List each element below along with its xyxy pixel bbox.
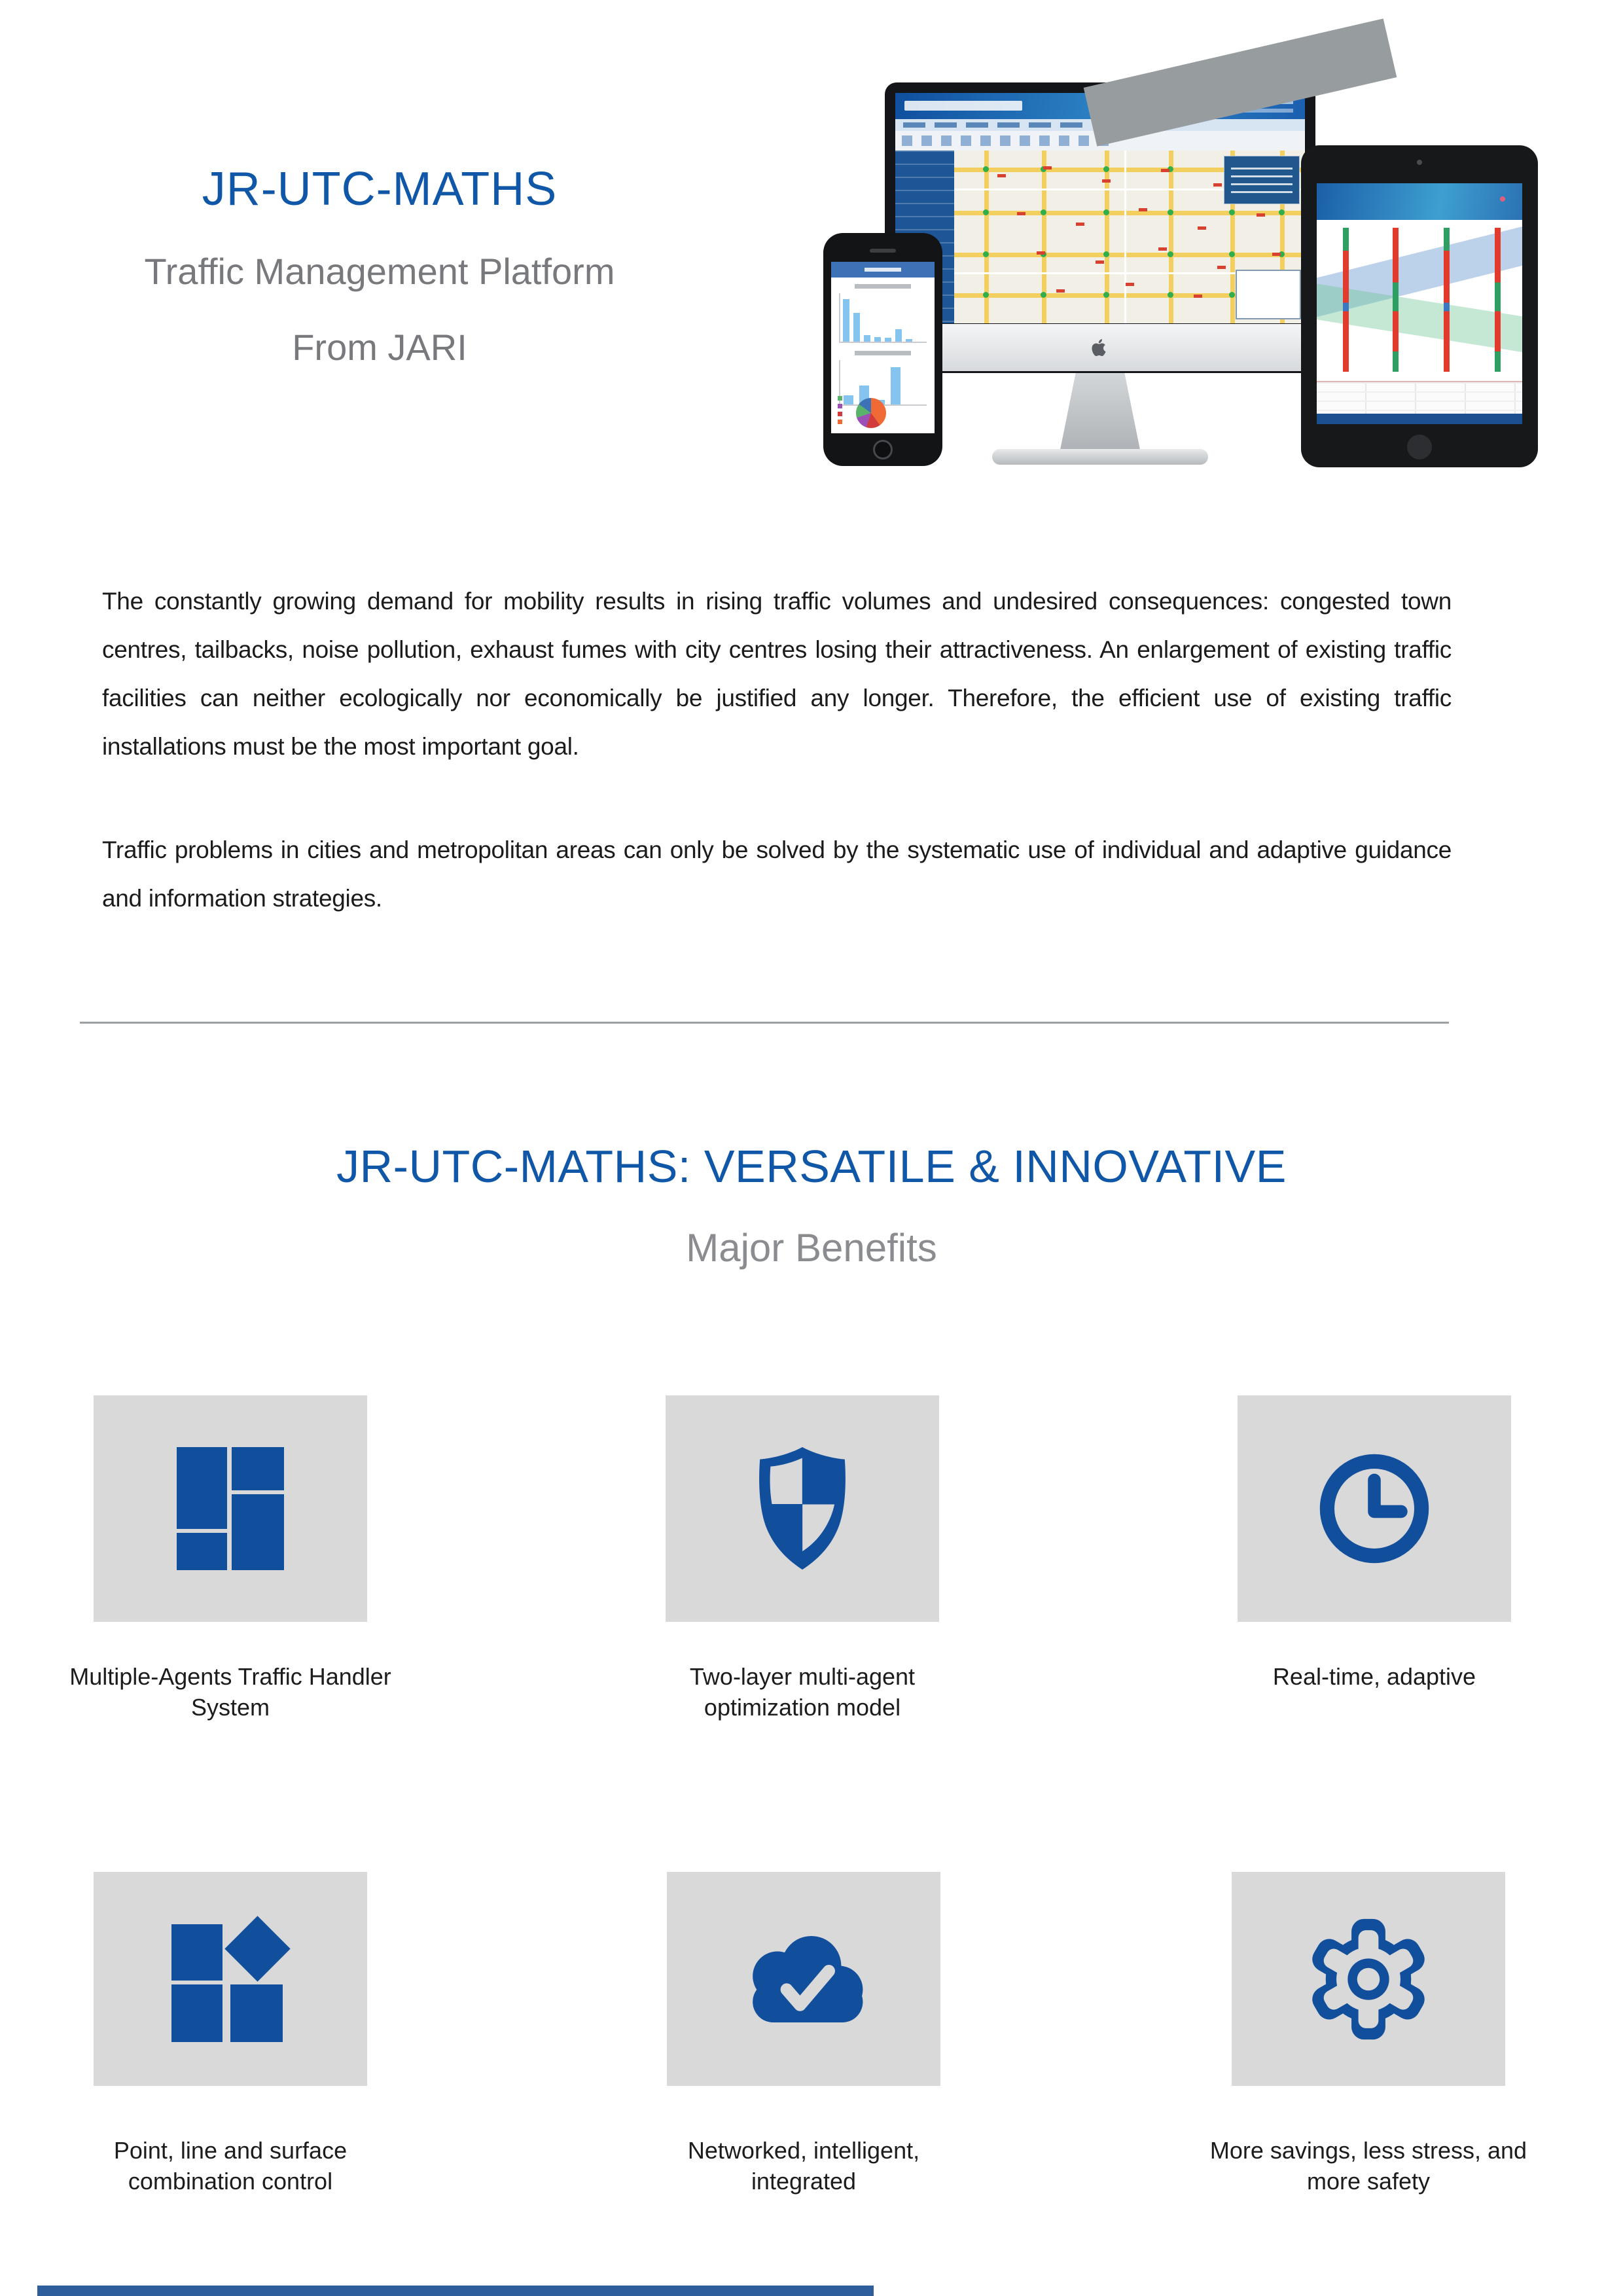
- imac-chin: [887, 324, 1313, 371]
- mini-map: [1236, 270, 1301, 319]
- benefit-card: [1238, 1395, 1511, 1622]
- shield-check-icon: [749, 1444, 855, 1573]
- tablet-app-header: [1317, 183, 1522, 220]
- benefit-label: More savings, less stress, and more safety: [1209, 2137, 1527, 2195]
- section-heading: JR-UTC-MATHS: VERSATILE & INNOVATIVE: [336, 1141, 1287, 1192]
- signal-timeline: [1343, 228, 1349, 372]
- bar-chart: [839, 360, 927, 406]
- phone-app-header: [831, 262, 935, 278]
- imac-stand-base: [992, 449, 1208, 465]
- benefit-card: [667, 1872, 940, 2086]
- benefit-card: [666, 1395, 939, 1622]
- pie-chart: [856, 398, 886, 428]
- road-label-marks: [997, 174, 1006, 177]
- benefit-card: [94, 1395, 367, 1622]
- section-subheading: Major Benefits: [686, 1226, 937, 1270]
- cloud-check-icon: [729, 1928, 878, 2031]
- layout-grid-icon: [177, 1447, 284, 1570]
- signal-status-dots: [983, 166, 989, 172]
- stats-screen: [831, 262, 935, 433]
- shapes-icon: [171, 1915, 289, 2043]
- map-body: [895, 151, 1305, 323]
- benefit-label: Multiple-Agents Traffic Handler System: [69, 1663, 391, 1721]
- benefit-card: [94, 1872, 367, 2086]
- footer-accent-bar: [37, 2286, 874, 2296]
- map-legend: [1224, 156, 1300, 204]
- signal-timeline: [1393, 228, 1399, 372]
- benefit-card: [1232, 1872, 1505, 2086]
- page-title: JR-UTC-MATHS: [202, 163, 558, 215]
- gear-icon: [1306, 1914, 1431, 2045]
- chart-title-placeholder: [855, 284, 911, 289]
- section-divider: [80, 1022, 1449, 1024]
- benefit-label: Real-time, adaptive: [1272, 1663, 1476, 1690]
- page-subtitle: Traffic Management Platform: [144, 251, 615, 292]
- timing-table: [1317, 381, 1522, 414]
- tablet-mockup: [1301, 145, 1538, 467]
- benefit-label: Two-layer multi-agent optimization model: [689, 1663, 916, 1721]
- apple-logo-icon: [1092, 338, 1109, 357]
- pie-legend: [838, 420, 842, 424]
- tablet-footer-bar: [1317, 414, 1522, 424]
- city-road-map: [954, 151, 1305, 323]
- signal-timeline: [1444, 228, 1450, 372]
- intro-paragraph-1: The constantly growing demand for mobility results in rising traffic volumes and undesired consequences: congested town centres, tailbacks, noise pollution, exhaust fumes with city centres losing their attractiveness. An enlargement of existing traffic facilities can neither ecologically nor economically be justified any longer. Therefore, the efficient use of existing traffic installations must be the most important goal.: [102, 588, 1452, 760]
- benefit-label: Point, line and surface combination control: [113, 2137, 348, 2195]
- imac-stand-neck: [1050, 372, 1150, 452]
- signal-timeline: [1495, 228, 1501, 372]
- app-title-placeholder: [904, 101, 1022, 111]
- bar-chart: [839, 293, 927, 343]
- iphone-mockup: [823, 233, 942, 466]
- benefit-label: Networked, intelligent, integrated: [687, 2137, 920, 2195]
- chart-title-placeholder: [855, 351, 911, 355]
- page-origin: From JARI: [292, 327, 467, 368]
- intro-paragraph-2: Traffic problems in cities and metropolitan areas can only be solved by the systematic use of individual and adaptive guidance and information strategies.: [102, 836, 1452, 912]
- time-space-diagram: [1317, 220, 1522, 381]
- clock-icon: [1316, 1450, 1433, 1567]
- greenwave-chart-screen: [1317, 183, 1522, 424]
